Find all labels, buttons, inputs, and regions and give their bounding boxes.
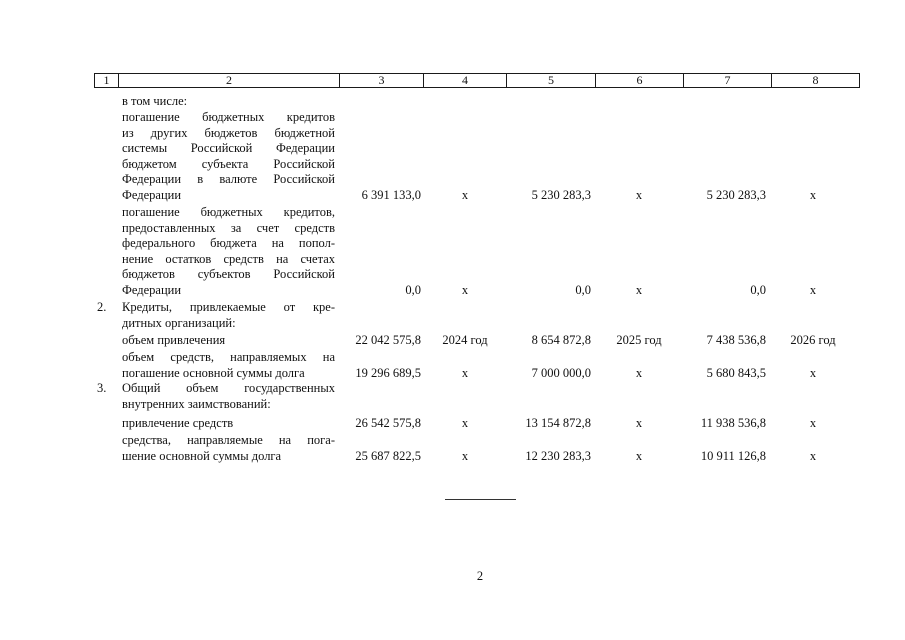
header-col-6: 6 bbox=[595, 73, 684, 88]
description-line: объем привлечения bbox=[122, 333, 226, 347]
description-line: средства, направляемые на пога- bbox=[122, 433, 335, 447]
description-line: в том числе: bbox=[122, 94, 188, 108]
value-col-5: 12 230 283,3 bbox=[525, 448, 591, 463]
description-line: Федерации bbox=[122, 187, 182, 202]
value-col-4: x bbox=[461, 416, 469, 430]
value-col-5: 0,0 bbox=[575, 283, 591, 297]
row-description bbox=[122, 433, 335, 464]
value-col-6: x bbox=[635, 448, 643, 463]
row-description bbox=[122, 416, 335, 432]
value-col-7: 11 938 536,8 bbox=[700, 416, 766, 430]
value-col-8: x bbox=[809, 416, 817, 430]
header-col-8: 8 bbox=[771, 73, 860, 88]
header-col-4: 4 bbox=[423, 73, 507, 88]
value-col-7: 7 438 536,8 bbox=[706, 333, 766, 347]
description-line: федерального бюджета на попол- bbox=[122, 236, 335, 251]
description-line: системы Российской Федерации bbox=[122, 141, 335, 156]
description-line: погашение бюджетных кредитов, bbox=[122, 205, 335, 219]
row-description bbox=[122, 205, 335, 299]
header-col-2: 2 bbox=[118, 73, 340, 88]
value-col-8: x bbox=[809, 188, 817, 202]
value-col-6: x bbox=[635, 365, 643, 380]
description-line: погашение бюджетных кредитов bbox=[122, 110, 335, 124]
value-col-4: x bbox=[461, 283, 469, 297]
description-line: погашение основной суммы долга bbox=[122, 365, 305, 380]
header-col-7: 7 bbox=[683, 73, 772, 88]
description-line: внутренних заимствований: bbox=[122, 396, 271, 411]
value-col-7: 0,0 bbox=[750, 283, 766, 297]
row-description bbox=[122, 381, 335, 412]
value-col-5: 7 000 000,0 bbox=[531, 365, 591, 380]
value-col-3: 25 687 822,5 bbox=[355, 448, 421, 463]
value-col-8: 2026 год bbox=[790, 333, 836, 347]
row-description bbox=[122, 350, 335, 381]
description-line: бюджетов субъектов Российской bbox=[122, 267, 335, 282]
row-description bbox=[122, 300, 335, 331]
value-col-3: 19 296 689,5 bbox=[355, 365, 421, 380]
value-col-4: x bbox=[461, 448, 469, 463]
header-col-3: 3 bbox=[339, 73, 424, 88]
row-description bbox=[122, 110, 335, 204]
value-col-4: x bbox=[461, 188, 469, 202]
value-col-6: 2025 год bbox=[616, 333, 662, 347]
value-col-6: x bbox=[635, 416, 643, 430]
value-col-5: 8 654 872,8 bbox=[531, 333, 591, 347]
description-line: привлечение средств bbox=[122, 416, 234, 430]
row-description bbox=[122, 94, 335, 110]
description-line: из других бюджетов бюджетной bbox=[122, 125, 335, 140]
value-col-7: 5 230 283,3 bbox=[706, 188, 766, 202]
value-col-8: x bbox=[809, 448, 817, 463]
row-number: 3. bbox=[97, 381, 107, 395]
header-col-1: 1 bbox=[94, 73, 119, 88]
value-col-8: x bbox=[809, 365, 817, 380]
description-line: предоставленных за счет средств bbox=[122, 220, 335, 235]
row-number: 2. bbox=[97, 300, 107, 314]
value-col-3: 26 542 575,8 bbox=[355, 416, 421, 430]
value-col-3: 6 391 133,0 bbox=[361, 188, 421, 202]
value-col-3: 22 042 575,8 bbox=[355, 333, 421, 347]
description-line: бюджетом субъекта Российской bbox=[122, 156, 335, 171]
page-number: 2 bbox=[476, 569, 484, 583]
end-of-document-rule bbox=[445, 499, 516, 500]
value-col-6: x bbox=[635, 188, 643, 202]
description-line: Кредиты, привлекаемые от кре- bbox=[122, 300, 335, 314]
description-line: шение основной суммы долга bbox=[122, 448, 282, 463]
description-line: нение остатков средств на счетах bbox=[122, 251, 335, 266]
value-col-4: 2024 год bbox=[442, 333, 488, 347]
value-col-7: 10 911 126,8 bbox=[700, 448, 766, 463]
row-description bbox=[122, 333, 335, 349]
value-col-4: x bbox=[461, 365, 469, 380]
value-col-7: 5 680 843,5 bbox=[706, 365, 766, 380]
value-col-6: x bbox=[635, 283, 643, 297]
description-line: Федерации в валюте Российской bbox=[122, 172, 335, 187]
value-col-8: x bbox=[809, 283, 817, 297]
description-line: Федерации bbox=[122, 282, 182, 297]
header-col-5: 5 bbox=[506, 73, 596, 88]
value-col-5: 5 230 283,3 bbox=[531, 188, 591, 202]
description-line: Общий объем государственных bbox=[122, 381, 335, 395]
value-col-3: 0,0 bbox=[405, 283, 421, 297]
description-line: объем средств, направляемых на bbox=[122, 350, 335, 364]
description-line: дитных организаций: bbox=[122, 315, 236, 330]
value-col-5: 13 154 872,8 bbox=[525, 416, 591, 430]
